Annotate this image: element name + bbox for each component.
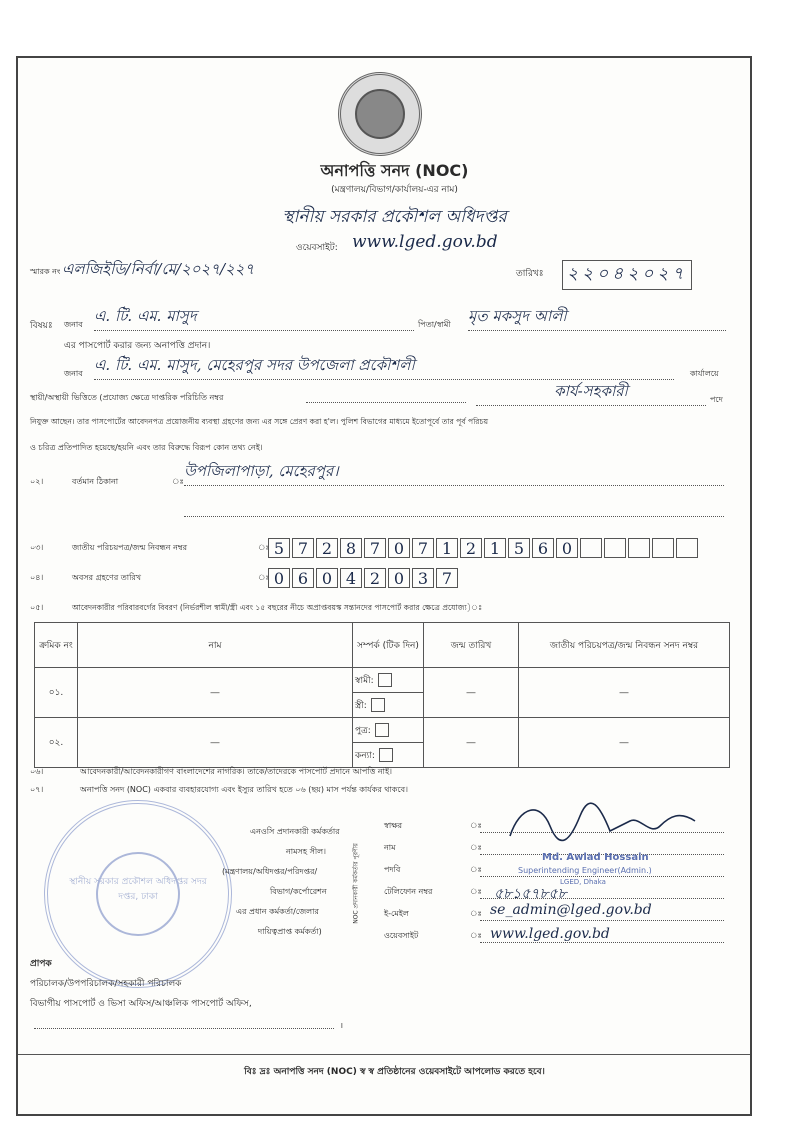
nid-digit-box: 2 bbox=[316, 538, 338, 558]
date-label: তারিখঃ bbox=[516, 269, 544, 279]
present-address: উপজিলাপাড়া, মেহেরপুর। bbox=[184, 460, 724, 486]
signatory-line-4: বিভাগ/কর্পোরেশন bbox=[270, 887, 327, 896]
vertical-note: NOC প্রদানকারী কর্মকর্তার পূরণীয় bbox=[352, 843, 360, 924]
retire-digit-box: 2 bbox=[364, 568, 386, 588]
phone-value: ৫৮১৫৭৮৫৮ bbox=[494, 886, 567, 902]
recipient-address-line bbox=[34, 1028, 334, 1029]
designation-line bbox=[480, 876, 724, 877]
row2-rel1 bbox=[353, 718, 424, 743]
nid-digit-box bbox=[580, 538, 602, 558]
signatory-line-1: এনওসি প্রদানকারী কর্মকর্তার bbox=[250, 827, 340, 836]
colon: ঃ bbox=[470, 821, 482, 830]
rel-label: স্বামী: bbox=[355, 675, 374, 686]
nid-digit-box: 7 bbox=[364, 538, 386, 558]
nid-digit-box: 1 bbox=[484, 538, 506, 558]
retire-digit-box: 0 bbox=[268, 568, 290, 588]
nid-digit-box bbox=[676, 538, 698, 558]
signatory-line-5: এর প্রধান কর্মকর্তা/জেলার bbox=[236, 907, 319, 916]
row1-birthdate: ― bbox=[424, 668, 519, 718]
retire-digit-box: 0 bbox=[388, 568, 410, 588]
nid-digit-box bbox=[628, 538, 650, 558]
seal-emblem bbox=[355, 89, 405, 139]
nid-digit-box: 1 bbox=[436, 538, 458, 558]
nid-boxes bbox=[268, 538, 728, 558]
footer-note: বিঃ দ্রঃ অনাপত্তি সনদ (NOC) স্ব স্ব প্রতিষ্ঠানের ওয়েবসাইটে আপলোড করতে হবে। bbox=[244, 1067, 545, 1077]
colon: ঃ bbox=[470, 887, 482, 896]
retire-date-boxes bbox=[268, 568, 488, 588]
row2-name: ― bbox=[78, 718, 353, 768]
recipient-end: । bbox=[340, 1021, 344, 1030]
retire-digit-box: 7 bbox=[436, 568, 458, 588]
form-subtitle: (মন্ত্রণালয়/বিভাগ/কার্যালয়-এর নাম) bbox=[331, 185, 458, 195]
row2-serial: ০২. bbox=[35, 718, 78, 768]
applicant-name: এ. টি. এম. মাসুদ bbox=[94, 305, 414, 331]
col-nid: জাতীয় পরিচয়পত্র/জন্ম নিবন্ধন সনদ নম্বর bbox=[519, 623, 730, 668]
item03-label: জাতীয় পরিচয়পত্র/জন্ম নিবন্ধন নম্বর bbox=[72, 543, 187, 552]
nid-digit-box bbox=[604, 538, 626, 558]
stamp-place: LGED, Dhaka bbox=[560, 878, 606, 886]
table-row bbox=[35, 718, 730, 743]
footer-rule bbox=[18, 1054, 750, 1055]
signatory-line-3: (মন্ত্রণালয়/অধিদপ্তর/পরিদপ্তর/ bbox=[222, 867, 318, 876]
recipient-line1: পরিচালক/উপপরিচালক/সহকারী পরিচালক bbox=[30, 979, 182, 989]
row1-rel1 bbox=[353, 668, 424, 693]
father-name: মৃত মকসুদ আলী bbox=[468, 305, 726, 331]
nid-digit-box: 7 bbox=[412, 538, 434, 558]
row1-rel2 bbox=[353, 693, 424, 718]
body-person: এ. টি. এম. মাসুদ, মেহেরপুর সদর উপজেলা প্রকৌশলী bbox=[94, 354, 674, 380]
label-email: ই-মেইল bbox=[384, 909, 409, 918]
retire-digit-box: 3 bbox=[412, 568, 434, 588]
col-relation: সম্পর্ক (টিক দিন) bbox=[353, 623, 424, 668]
recipient-line2: বিভাগীয় পাসপোর্ট ও ভিসা অফিস/আঞ্চলিক পাসপোর্ট অফিস, bbox=[30, 999, 252, 1009]
retire-digit-box: 0 bbox=[316, 568, 338, 588]
subject-line2: এর পাসপোর্ট করার জন্য অনাপত্তি প্রদান। bbox=[64, 341, 211, 351]
nid-digit-box bbox=[652, 538, 674, 558]
family-table-header bbox=[35, 623, 730, 668]
item06-num: ০৬। bbox=[30, 767, 44, 776]
rel-label: স্ত্রী: bbox=[355, 700, 367, 711]
nid-digit-box: 5 bbox=[268, 538, 290, 558]
row2-rel2 bbox=[353, 743, 424, 768]
recipient-label: প্রাপক bbox=[30, 959, 52, 969]
signatory-line-2: নামসহ সীল। bbox=[286, 847, 326, 856]
retire-digit-box: 6 bbox=[292, 568, 314, 588]
website-label: ওয়েবসাইট: bbox=[296, 243, 338, 253]
row1-name: ― bbox=[78, 668, 353, 718]
body-line2: স্থায়ী/অস্থায়ী ভিত্তিতে (প্রযোজ্য ক্ষেত্রে দাপ্তরিক পরিচিতি নম্বর bbox=[30, 393, 224, 402]
date-value: ২২০৪২০২৭ bbox=[562, 260, 692, 290]
label-designation: পদবি bbox=[384, 865, 401, 874]
nid-digit-box: 7 bbox=[292, 538, 314, 558]
post-suffix: পদে bbox=[710, 395, 723, 404]
body-line4: ও চরিত্র প্রতিপাদিত হয়েছে/হয়নি এবং তার বিরুদ্ধে বিরূপ কোন তথ্য নেই। bbox=[30, 443, 263, 452]
website-value: www.lged.gov.bd bbox=[352, 232, 498, 252]
office-stamp-text: স্থানীয় সরকার প্রকৌশল অধিদপ্তর সদর দপ্তর, ঢাকা bbox=[69, 877, 207, 902]
item05-num: ০৫। bbox=[30, 603, 44, 612]
address-line2 bbox=[184, 516, 724, 517]
nid-digit-box: 2 bbox=[460, 538, 482, 558]
checkbox[interactable] bbox=[379, 748, 393, 762]
item03-num: ০৩। bbox=[30, 543, 44, 552]
item04-label: অবসর গ্রহণের তারিখ bbox=[72, 573, 142, 582]
nid-digit-box: 5 bbox=[508, 538, 530, 558]
item02-colon: ঃ bbox=[172, 477, 184, 486]
row1-nid: ― bbox=[519, 668, 730, 718]
checkbox[interactable] bbox=[371, 698, 385, 712]
item03-colon: ঃ bbox=[258, 543, 270, 552]
item02-num: ০২। bbox=[30, 477, 44, 486]
row1-serial: ০১. bbox=[35, 668, 78, 718]
nid-digit-box: 6 bbox=[532, 538, 554, 558]
signature bbox=[500, 796, 700, 846]
subject-mr-label: জনাব bbox=[64, 320, 83, 329]
item06-text: আবেদনকারী/আবেদনকারীগণ বাংলাদেশের নাগরিক। তাকে/তাদেরকে পাসপোর্ট প্রদানে আপত্তি নাই। bbox=[80, 767, 393, 776]
rel-label: কন্যা: bbox=[355, 750, 375, 761]
item07-text: অনাপত্তি সনদ (NOC) একবার ব্যবহারযোগ্য এবং ইস্যুর তারিখ হতে ০৬ (ছয়) মাস পর্যন্ত কার্যকর থাকবে। bbox=[80, 785, 408, 794]
rel-label: পুত্র: bbox=[355, 725, 371, 736]
post-value: কার্য-সহকারী bbox=[476, 380, 706, 406]
item07-num: ০৭। bbox=[30, 785, 44, 794]
item04-colon: ঃ bbox=[258, 573, 270, 582]
stamp-name: Md. Awlad Hossain bbox=[542, 852, 649, 863]
checkbox[interactable] bbox=[378, 673, 392, 687]
colon: ঃ bbox=[470, 909, 482, 918]
row2-birthdate: ― bbox=[424, 718, 519, 768]
nid-digit-box: 8 bbox=[340, 538, 362, 558]
office-name: স্থানীয় সরকার প্রকৌশল অধিদপ্তর bbox=[282, 207, 507, 227]
item05-label: আবেদনকারীর পরিবারবর্গের বিবরণ (নির্ভরশীল স্বামী/স্ত্রী এবং ১৫ বছরের নীচে অপ্রাপ্তবয়স্ক সন্তানদের পাসপোর্ট করার ক্ষেত্রে প্রযোজ্য)ঃ bbox=[72, 603, 483, 612]
table-row bbox=[35, 668, 730, 693]
row2-nid: ― bbox=[519, 718, 730, 768]
body-mr-label: জনাব bbox=[64, 369, 83, 378]
item04-num: ০৪। bbox=[30, 573, 44, 582]
office-stamp bbox=[44, 800, 232, 988]
label-name: নাম bbox=[384, 843, 396, 852]
body-line3: নিযুক্ত আছেন। তার পাসপোর্টের আবেদনপত্র প্রয়োজনীয় ব্যবস্থা গ্রহণের জন্য এর সঙ্গে প্রেরণ করা হ'ল। পুলিশ বিভাগের মাধ্যমে ইতোপূর্বে তার পূর্ব পরিচয় bbox=[30, 417, 489, 426]
stamp-title: Superintending Engineer(Admin.) bbox=[518, 866, 652, 875]
retire-digit-box: 4 bbox=[340, 568, 362, 588]
col-birthdate: জন্ম তারিখ bbox=[424, 623, 519, 668]
memo-value: এলজিইডি/নির্বা/মে/২০২৭/২২৭ bbox=[62, 260, 255, 278]
label-website: ওয়েবসাইট bbox=[384, 931, 419, 940]
colon: ঃ bbox=[470, 931, 482, 940]
father-label: পিতা/স্বামী bbox=[418, 320, 451, 329]
government-seal bbox=[338, 72, 422, 156]
family-table bbox=[34, 622, 730, 768]
email-value: se_admin@lged.gov.bd bbox=[490, 902, 652, 918]
nid-digit-box: 0 bbox=[388, 538, 410, 558]
col-serial: ক্রমিক নং bbox=[35, 623, 78, 668]
col-name: নাম bbox=[78, 623, 353, 668]
office-suffix: কার্যালয়ে bbox=[690, 369, 719, 378]
signatory-line-6: দায়িত্বপ্রাপ্ত কর্মকর্তা) bbox=[258, 927, 322, 936]
colon: ঃ bbox=[470, 843, 482, 852]
official-id-blank bbox=[306, 402, 466, 403]
item02-label: বর্তমান ঠিকানা bbox=[72, 477, 119, 486]
memo-label: স্মারক নং bbox=[30, 267, 61, 276]
form-title: অনাপত্তি সনদ (NOC) bbox=[320, 161, 469, 180]
label-phone: টেলিফোন নম্বর bbox=[384, 887, 433, 896]
subject-label: বিষয়ঃ bbox=[30, 321, 53, 331]
colon: ঃ bbox=[470, 865, 482, 874]
website-line bbox=[480, 942, 724, 943]
nid-digit-box: 0 bbox=[556, 538, 578, 558]
email-line bbox=[480, 920, 724, 921]
website-value-signatory: www.lged.gov.bd bbox=[490, 926, 610, 942]
label-signature: স্বাক্ষর bbox=[384, 821, 403, 830]
checkbox[interactable] bbox=[375, 723, 389, 737]
